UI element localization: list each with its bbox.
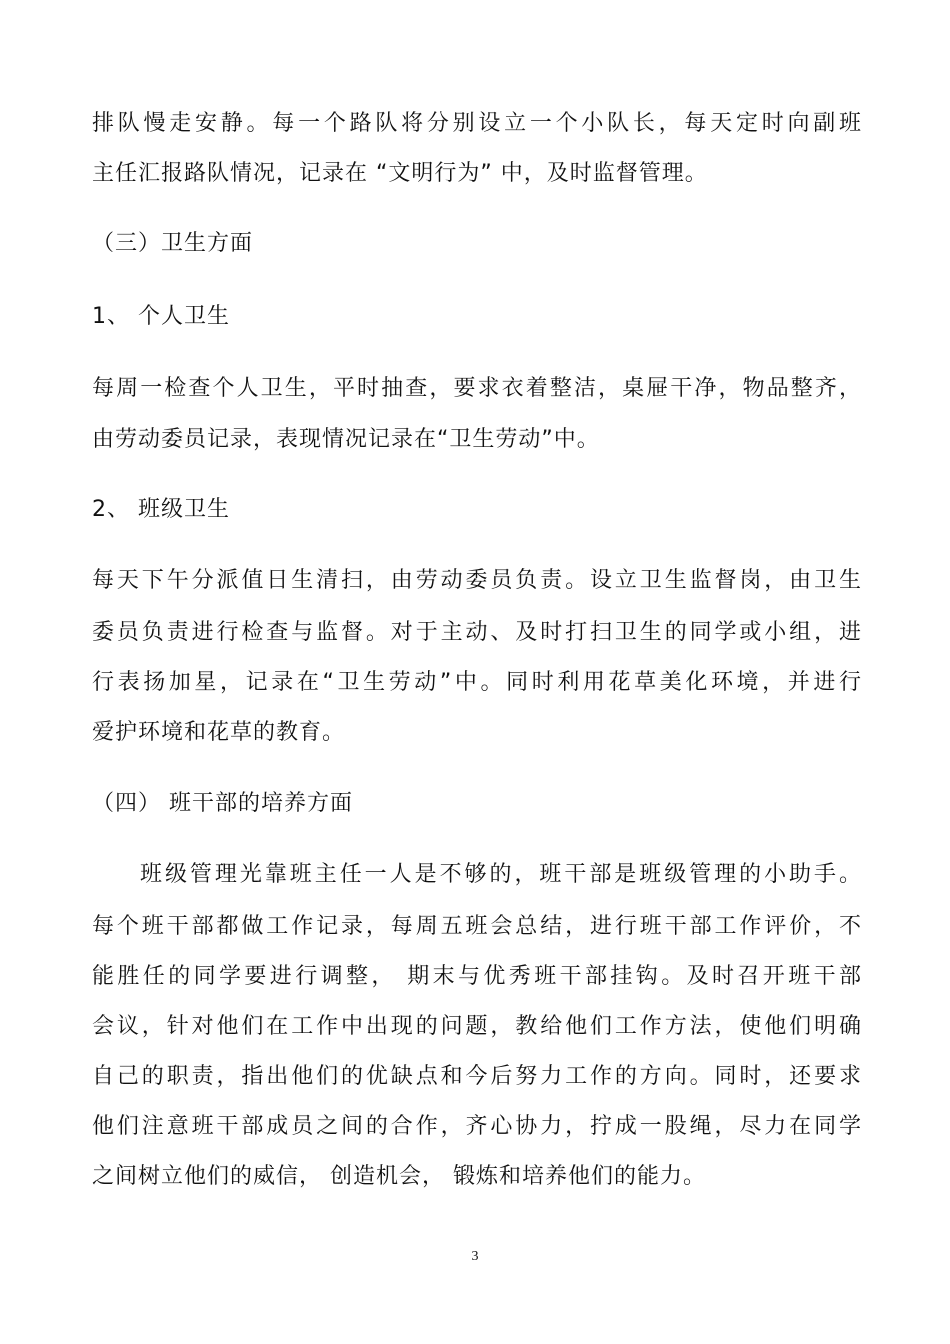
paragraph-line: 自己的职责，指出他们的优缺点和今后努力工作的方向。同时，还要求: [92, 1064, 862, 1089]
section-heading: （三）卫生方面: [92, 231, 254, 256]
paragraph-line: 之间树立他们的威信， 创造机会， 锻炼和培养他们的能力。: [92, 1164, 706, 1189]
paragraph-line: 每个班干部都做工作记录，每周五班会总结，进行班干部工作评价，不: [92, 914, 862, 939]
section-heading: （四） 班干部的培养方面: [92, 791, 353, 816]
subsection-heading: 1、 个人卫生: [92, 304, 230, 329]
paragraph-line: 每天下午分派值日生清扫，由劳动委员负责。设立卫生监督岗，由卫生: [92, 568, 862, 593]
paragraph-line: 行表扬加星，记录在“卫生劳动”中。同时利用花草美化环境，并进行: [92, 670, 862, 695]
paragraph-line: 班级管理光靠班主任一人是不够的，班干部是班级管理的小助手。: [140, 862, 862, 887]
paragraph-line: 爱护环境和花草的教育。: [92, 720, 346, 745]
paragraph-line: 排队慢走安静。每一个路队将分别设立一个小队长，每天定时向副班: [92, 111, 862, 136]
paragraph-line: 每周一检查个人卫生，平时抽查，要求衣着整洁，桌屉干净，物品整齐，: [92, 376, 862, 401]
paragraph-line: 主任汇报路队情况，记录在 “文明行为” 中，及时监督管理。: [92, 161, 708, 186]
paragraph-line: 能胜任的同学要进行调整， 期末与优秀班干部挂钩。及时召开班干部: [92, 964, 862, 989]
paragraph-line: 由劳动委员记录，表现情况记录在“卫生劳动”中。: [92, 427, 600, 452]
paragraph-line: 会议，针对他们在工作中出现的问题，教给他们工作方法，使他们明确: [92, 1014, 862, 1039]
paragraph-line: 他们注意班干部成员之间的合作，齐心协力，拧成一股绳，尽力在同学: [92, 1114, 862, 1139]
page-number: 3: [471, 1249, 479, 1264]
paragraph-line: 委员负责进行检查与监督。对于主动、及时打扫卫生的同学或小组，进: [92, 620, 862, 645]
subsection-heading: 2、 班级卫生: [92, 497, 230, 522]
